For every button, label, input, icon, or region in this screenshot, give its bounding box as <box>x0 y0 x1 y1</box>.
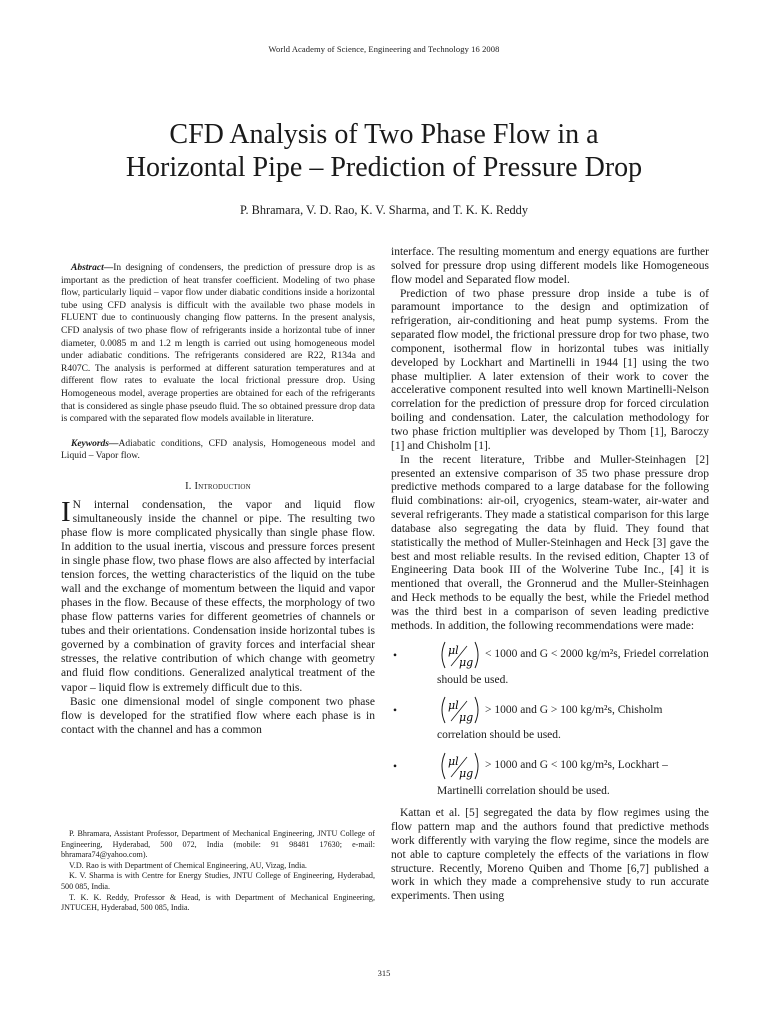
right-column <box>391 246 709 904</box>
recommendation-item <box>391 751 709 799</box>
recommendation-continuation: Martinelli correlation should be used. <box>437 785 610 798</box>
recommendation-continuation: should be used. <box>437 673 509 686</box>
fraction-denominator: μg <box>459 767 474 781</box>
intro-paragraph-2: Basic one dimensional model of single component two phase flow is developed for the stratified flow where each phase is in contact with the channel and has a common <box>61 695 375 736</box>
recommendation-item <box>391 695 709 743</box>
fraction-numerator: μl <box>448 699 459 713</box>
right-paragraph-2: Prediction of two phase pressure drop inside a tube is of paramount importance to the design and optimization of refrigeration, air-conditioning and heat pump systems. From the separated flow model, the frictional pressure drop for two phase, two component, isothermal flow in horizontal tubes was initially developed by Lockhart and Martinelli in 1944 [1] using the two phase multiplier. A later extension of their work to cover the accelerative component resulted into well known Martinelli-Nelson correlation for the prediction of pressure drop for forced circulation boiling and condensation. Later, the calculation methodology for two phase friction multiplier was developed by Thom [1], Baroczy [1] and Chisholm [1]. <box>391 287 709 452</box>
left-column <box>61 262 375 737</box>
viscosity-ratio-formula <box>437 751 483 781</box>
recommendation-text: < 1000 and G < 2000 kg/m²s, Friedel correlation <box>485 647 709 660</box>
right-paragraph-4: Kattan et al. [5] segregated the data by flow regimes using the flow pattern map and the authors found that predictive methods work differently with varying the flow regime, since the models are not able to capture completely the effects of the variations in flow structure. Recently, Moreno Quiben and Thome [6,7] published a work in which they made a comprehensive study to run accurate experiments. Then using <box>391 807 709 903</box>
title-line-2: Horizontal Pipe – Prediction of Pressure Drop <box>125 152 643 183</box>
page-number: 315 <box>377 968 391 978</box>
right-paragraph-1: interface. The resulting momentum and energy equations are further solved for pressure drop using different models like Homogeneous flow model and Separated flow model. <box>391 246 709 286</box>
section-title: Introduction <box>194 480 251 492</box>
viscosity-ratio-formula <box>437 695 483 725</box>
keywords-text: Adiabatic conditions, CFD analysis, Homogeneous model and Liquid – Vapor flow. <box>61 438 375 462</box>
bullet-icon: • <box>393 761 398 774</box>
abstract <box>61 262 375 426</box>
paper-title <box>40 118 728 184</box>
recommendation-text: > 1000 and G > 100 kg/m²s, Chisholm <box>485 703 663 716</box>
fraction-denominator: μg <box>459 655 474 669</box>
section-heading-introduction <box>61 481 375 492</box>
footnote: P. Bhramara, Assistant Professor, Department of Mechanical Engineering, JNTU College of Engineering, Hyderabad, 500 072, India (mobile: 91 98481 17630; e-mail: bhramara74@yahoo.com). <box>61 829 375 860</box>
bullet-icon: • <box>393 705 398 718</box>
bullet-icon: • <box>393 649 398 662</box>
journal-header: World Academy of Science, Engineering and Technology 16 2008 <box>268 44 500 54</box>
fraction-numerator: μl <box>448 643 459 657</box>
fraction-denominator: μg <box>459 711 474 725</box>
footnote: K. V. Sharma is with Centre for Energy Studies, JNTU College of Engineering, Hyderabad, 500 085, India. <box>61 871 375 891</box>
viscosity-ratio-formula <box>437 640 483 670</box>
abstract-label: Abstract— <box>71 263 114 273</box>
fraction-numerator: μl <box>448 755 459 769</box>
intro-paragraph-1 <box>61 495 375 695</box>
intro-paragraph-1-text: N internal condensation, the vapor and liquid flow simultaneously inside the channel or pipe. The resulting two phase flow is more complicated physically than single phase flow. In addition to the usual inertia, viscous and pressure forces present in single phase flow, two phase flows are also affected by interfacial tension forces, the wetting characteristics of the liquid on the tube wall and the exchange of momentum between the liquid and vapor phases in the flow. Because of these effects, the morphology of two phase flow patterns varies for different geometries of channels or tubes and their orientations. Condensation inside horizontal tubes is governed by a combination of gravity forces and interfacial shear stresses, the relative contribution of which change with geometry and fluid flow conditions. Generalized analytical treatment of the vapor – liquid flow is extremely difficult due to this. <box>61 498 375 694</box>
footnote: V.D. Rao is with Department of Chemical Engineering, AU, Vizag, India. <box>69 860 307 870</box>
recommendation-list <box>391 640 709 800</box>
keywords-label: Keywords— <box>71 438 119 449</box>
footnote: T. K. K. Reddy, Professor & Head, is with Department of Mechanical Engineering, JNTUCEH, Hyderabad, 500 085, India. <box>61 892 375 913</box>
recommendation-continuation: correlation should be used. <box>437 729 561 742</box>
recommendation-item <box>391 640 709 688</box>
abstract-text: In designing of condensers, the prediction of pressure drop is as important as the prediction of heat transfer coefficient. Modeling of two phase flow, particularly liquid – vapor flow under diabatic conditions inside a horizontal tube using CFD analysis is difficult with the available two phase models in FLUENT due to continuously changing flow patterns. In the present analysis, CFD analysis of two phase flow of refrigerants inside a horizontal tube of inner diameter, 0.0085 m and 1.2 m length is carried out using homogeneous model under adiabatic conditions. The refrigerants considered are R22, R134a and R407C. The analysis is performed at different saturation temperatures and at different flow rates to evaluate the local frictional pressure drop. Using Homogeneous model, average properties are obtained for each of the refrigerants that is considered as single phase pseudo fluid. The so obtained pressure drop data is compared with the separated flow models available in literature. <box>61 263 375 425</box>
section-number: I. <box>185 480 192 492</box>
title-line-1: CFD Analysis of Two Phase Flow in a <box>169 119 599 150</box>
drop-cap: I <box>61 495 71 528</box>
author-list: P. Bhramara, V. D. Rao, K. V. Sharma, and T. K. K. Reddy <box>240 203 528 217</box>
recommendation-text: > 1000 and G < 100 kg/m²s, Lockhart – <box>485 759 668 772</box>
keywords <box>61 438 375 463</box>
right-paragraph-3: In the recent literature, Tribbe and Muller-Steinhagen [2] presented an extensive comparison of 35 two phase pressure drop predictive methods compared to a large database for the following fluid combinations: air-oil, cryogenics, steam-water, air-water and several refrigerants. They made a statistical comparison for this large database also segregating the data by fluid. They found that statistically the method of Muller-Steinhagen and Heck [3] gave the best and most reliable results. In the revised edition, Chapter 13 of Engineering Data book III of the Wolverine Tube Inc., [4] it is mentioned that overall, the Gronnerud and the Muller-Steinhagen and Heck methods to be equally the best, while the Friedel method was the third best in a comparison of seven leading predictive methods. In addition, the following recommendations were made: <box>391 453 709 632</box>
author-footnotes <box>61 829 375 914</box>
